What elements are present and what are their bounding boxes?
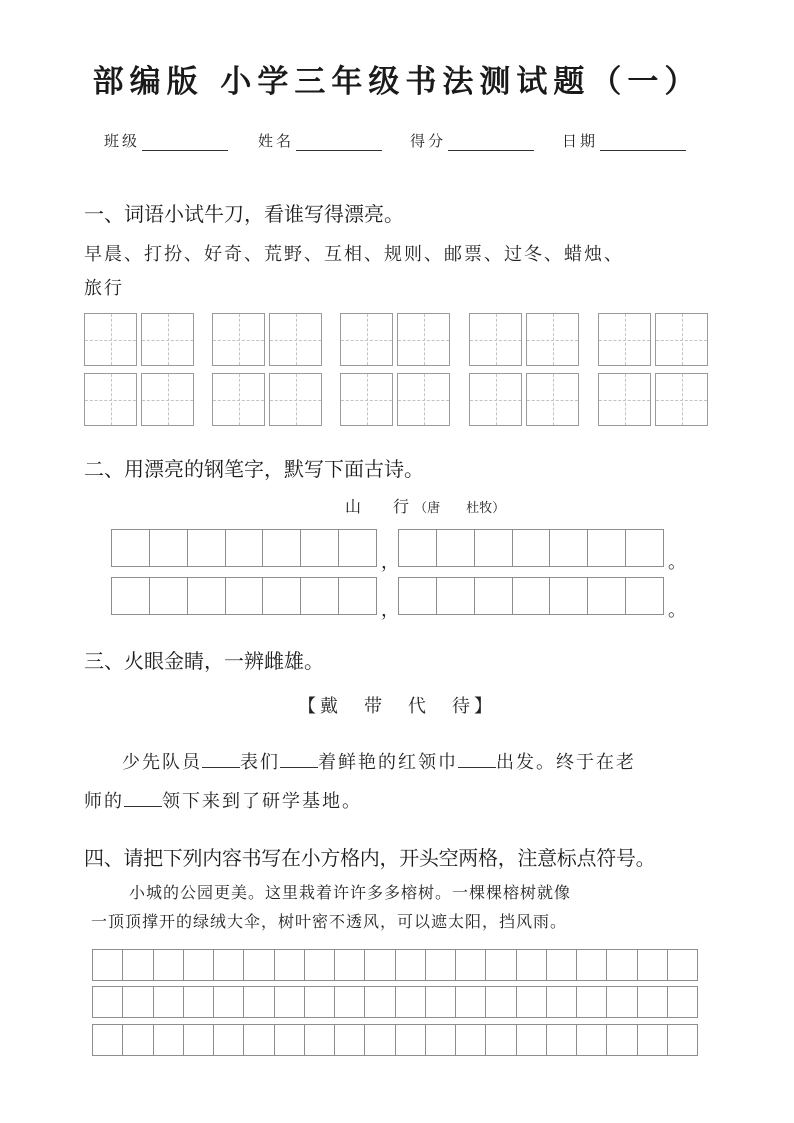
section3-heading: 三、火眼金睛，一辨雌雄。 xyxy=(84,649,324,673)
date-blank[interactable] xyxy=(600,132,686,151)
tian-grid-cell[interactable] xyxy=(141,373,194,426)
page-title: 部编版 小学三年级书法测试题（一） xyxy=(92,64,702,100)
writing-cell[interactable] xyxy=(577,987,607,1017)
tian-grid-cell[interactable] xyxy=(598,313,651,366)
writing-cell[interactable] xyxy=(112,578,150,614)
writing-cell[interactable] xyxy=(335,1025,365,1055)
writing-cell[interactable] xyxy=(301,578,339,614)
poem-title-line xyxy=(345,494,505,517)
writing-cell[interactable] xyxy=(399,578,437,614)
tian-grid-cell[interactable] xyxy=(526,313,579,366)
writing-cell[interactable] xyxy=(456,1025,486,1055)
tian-grid-cell[interactable] xyxy=(141,313,194,366)
tian-grid-cell[interactable] xyxy=(84,373,137,426)
score-label: 得分 xyxy=(410,132,447,150)
writing-cell[interactable] xyxy=(263,530,301,566)
writing-cell[interactable] xyxy=(244,950,274,980)
writing-cell[interactable] xyxy=(275,1025,305,1055)
writing-cell[interactable] xyxy=(668,987,697,1017)
class-field[interactable] xyxy=(104,130,228,151)
writing-cell[interactable] xyxy=(577,1025,607,1055)
writing-cell[interactable] xyxy=(626,530,663,566)
writing-cell[interactable] xyxy=(244,987,274,1017)
poem-period: 。 xyxy=(668,552,686,573)
text-fragment: 师的 xyxy=(84,791,124,812)
writing-cell[interactable] xyxy=(123,987,153,1017)
writing-cell[interactable] xyxy=(513,578,551,614)
writing-cell[interactable] xyxy=(668,1025,697,1055)
writing-cell[interactable] xyxy=(426,950,456,980)
tian-grid-cell[interactable] xyxy=(269,373,322,426)
student-info-row xyxy=(104,130,724,158)
writing-cell[interactable] xyxy=(426,987,456,1017)
writing-cell[interactable] xyxy=(588,578,626,614)
score-blank[interactable] xyxy=(448,132,534,151)
tian-grid-cell[interactable] xyxy=(397,373,450,426)
tian-grid-cell[interactable] xyxy=(655,373,708,426)
poem-row1-right[interactable] xyxy=(398,529,664,567)
writing-cell[interactable] xyxy=(263,578,301,614)
section4-heading: 四、请把下列内容书写在小方格内，开头空两格，注意标点符号。 xyxy=(84,846,656,870)
poem-title: 山 行 xyxy=(345,497,410,516)
writing-cell[interactable] xyxy=(93,1025,123,1055)
name-label: 姓名 xyxy=(258,132,295,150)
writing-cell[interactable] xyxy=(550,578,588,614)
writing-cell[interactable] xyxy=(226,578,264,614)
section1-words-line2: 旅行 xyxy=(84,278,124,299)
writing-cell[interactable] xyxy=(396,987,426,1017)
poem-row1-left[interactable] xyxy=(111,529,377,567)
writing-cell[interactable] xyxy=(437,530,475,566)
writing-grid-row[interactable] xyxy=(92,1024,698,1056)
section1-words-line1: 早晨、打扮、好奇、荒野、互相、规则、邮票、过冬、蜡烛、 xyxy=(84,244,624,265)
writing-cell[interactable] xyxy=(638,987,668,1017)
fill-paragraph-line1 xyxy=(122,748,636,774)
writing-cell[interactable] xyxy=(626,578,663,614)
writing-cell[interactable] xyxy=(184,987,214,1017)
writing-cell[interactable] xyxy=(275,950,305,980)
writing-cell[interactable] xyxy=(365,987,395,1017)
writing-cell[interactable] xyxy=(335,987,365,1017)
writing-cell[interactable] xyxy=(154,987,184,1017)
writing-cell[interactable] xyxy=(486,987,516,1017)
poem-period: 。 xyxy=(668,600,686,621)
writing-cell[interactable] xyxy=(399,530,437,566)
writing-cell[interactable] xyxy=(188,578,226,614)
writing-cell[interactable] xyxy=(607,987,637,1017)
writing-cell[interactable] xyxy=(607,950,637,980)
writing-cell[interactable] xyxy=(547,950,577,980)
writing-cell[interactable] xyxy=(638,950,668,980)
score-field[interactable] xyxy=(410,130,534,151)
writing-cell[interactable] xyxy=(150,578,188,614)
writing-cell[interactable] xyxy=(154,950,184,980)
class-label: 班级 xyxy=(104,132,141,150)
class-blank[interactable] xyxy=(142,132,228,151)
copy-text-line1: 小城的公园更美。这里栽着许许多多榕树。一棵棵榕树就像 xyxy=(129,883,572,902)
writing-cell[interactable] xyxy=(275,987,305,1017)
tian-grid-cell[interactable] xyxy=(340,313,393,366)
writing-cell[interactable] xyxy=(475,530,513,566)
text-fragment: 着鲜艳的红领巾 xyxy=(318,752,458,773)
tian-grid-cell[interactable] xyxy=(212,313,265,366)
writing-cell[interactable] xyxy=(638,1025,668,1055)
word-choices: 【戴 带 代 待】 xyxy=(298,696,496,717)
text-fragment: 领下来到了研学基地。 xyxy=(162,791,362,812)
writing-cell[interactable] xyxy=(214,987,244,1017)
section2-heading: 二、用漂亮的钢笔字，默写下面古诗。 xyxy=(84,457,424,481)
writing-cell[interactable] xyxy=(184,950,214,980)
tian-grid-cell[interactable] xyxy=(212,373,265,426)
tian-grid-cell[interactable] xyxy=(655,313,708,366)
writing-cell[interactable] xyxy=(226,530,264,566)
writing-cell[interactable] xyxy=(154,1025,184,1055)
writing-cell[interactable] xyxy=(577,950,607,980)
writing-cell[interactable] xyxy=(426,1025,456,1055)
writing-grid-row[interactable] xyxy=(92,949,698,981)
poem-comma: ， xyxy=(381,600,399,621)
tian-grid-cell[interactable] xyxy=(397,313,450,366)
writing-cell[interactable] xyxy=(486,950,516,980)
name-blank[interactable] xyxy=(296,132,382,151)
tian-grid-cell[interactable] xyxy=(469,313,522,366)
fill-blank-3[interactable] xyxy=(458,749,496,768)
writing-cell[interactable] xyxy=(244,1025,274,1055)
poem-author: （唐 杜牧） xyxy=(414,501,506,516)
writing-cell[interactable] xyxy=(607,1025,637,1055)
writing-cell[interactable] xyxy=(188,530,226,566)
writing-cell[interactable] xyxy=(335,950,365,980)
writing-cell[interactable] xyxy=(123,1025,153,1055)
writing-cell[interactable] xyxy=(486,1025,516,1055)
tian-grid-cell[interactable] xyxy=(469,373,522,426)
writing-cell[interactable] xyxy=(365,1025,395,1055)
writing-cell[interactable] xyxy=(588,530,626,566)
writing-cell[interactable] xyxy=(214,950,244,980)
writing-cell[interactable] xyxy=(437,578,475,614)
writing-cell[interactable] xyxy=(93,950,123,980)
tian-grid-cell[interactable] xyxy=(84,313,137,366)
tian-grid-cell[interactable] xyxy=(598,373,651,426)
date-field[interactable] xyxy=(562,130,686,151)
tian-grid-cell[interactable] xyxy=(340,373,393,426)
text-fragment: 出发。终于在老 xyxy=(496,752,636,773)
writing-cell[interactable] xyxy=(513,530,551,566)
writing-cell[interactable] xyxy=(517,950,547,980)
writing-cell[interactable] xyxy=(339,578,376,614)
writing-cell[interactable] xyxy=(184,1025,214,1055)
text-fragment: 少先队员 xyxy=(122,752,202,773)
writing-cell[interactable] xyxy=(517,1025,547,1055)
writing-cell[interactable] xyxy=(93,987,123,1017)
copy-text-line2: 一顶顶撑开的绿绒大伞，树叶密不透风，可以遮太阳，挡风雨。 xyxy=(91,912,568,931)
text-fragment: 表们 xyxy=(240,752,280,773)
writing-cell[interactable] xyxy=(305,987,335,1017)
poem-row2-right[interactable] xyxy=(398,577,664,615)
writing-cell[interactable] xyxy=(456,987,486,1017)
writing-cell[interactable] xyxy=(396,1025,426,1055)
writing-cell[interactable] xyxy=(547,987,577,1017)
writing-cell[interactable] xyxy=(301,530,339,566)
writing-cell[interactable] xyxy=(339,530,376,566)
fill-blank-2[interactable] xyxy=(280,749,318,768)
writing-grid-row[interactable] xyxy=(92,986,698,1018)
writing-cell[interactable] xyxy=(396,950,426,980)
writing-cell[interactable] xyxy=(305,950,335,980)
writing-cell[interactable] xyxy=(305,1025,335,1055)
tian-grid-cell[interactable] xyxy=(526,373,579,426)
fill-blank-4[interactable] xyxy=(124,788,162,807)
writing-cell[interactable] xyxy=(365,950,395,980)
writing-cell[interactable] xyxy=(550,530,588,566)
writing-cell[interactable] xyxy=(112,530,150,566)
writing-cell[interactable] xyxy=(475,578,513,614)
date-label: 日期 xyxy=(562,132,599,150)
writing-cell[interactable] xyxy=(456,950,486,980)
writing-cell[interactable] xyxy=(547,1025,577,1055)
writing-cell[interactable] xyxy=(150,530,188,566)
writing-cell[interactable] xyxy=(668,950,697,980)
fill-paragraph-line2 xyxy=(84,787,362,813)
tian-grid-cell[interactable] xyxy=(269,313,322,366)
writing-cell[interactable] xyxy=(214,1025,244,1055)
name-field[interactable] xyxy=(258,130,382,151)
poem-comma: ， xyxy=(381,552,399,573)
section1-heading: 一、词语小试牛刀，看谁写得漂亮。 xyxy=(84,202,404,226)
writing-cell[interactable] xyxy=(123,950,153,980)
poem-row2-left[interactable] xyxy=(111,577,377,615)
fill-blank-1[interactable] xyxy=(202,749,240,768)
writing-cell[interactable] xyxy=(517,987,547,1017)
